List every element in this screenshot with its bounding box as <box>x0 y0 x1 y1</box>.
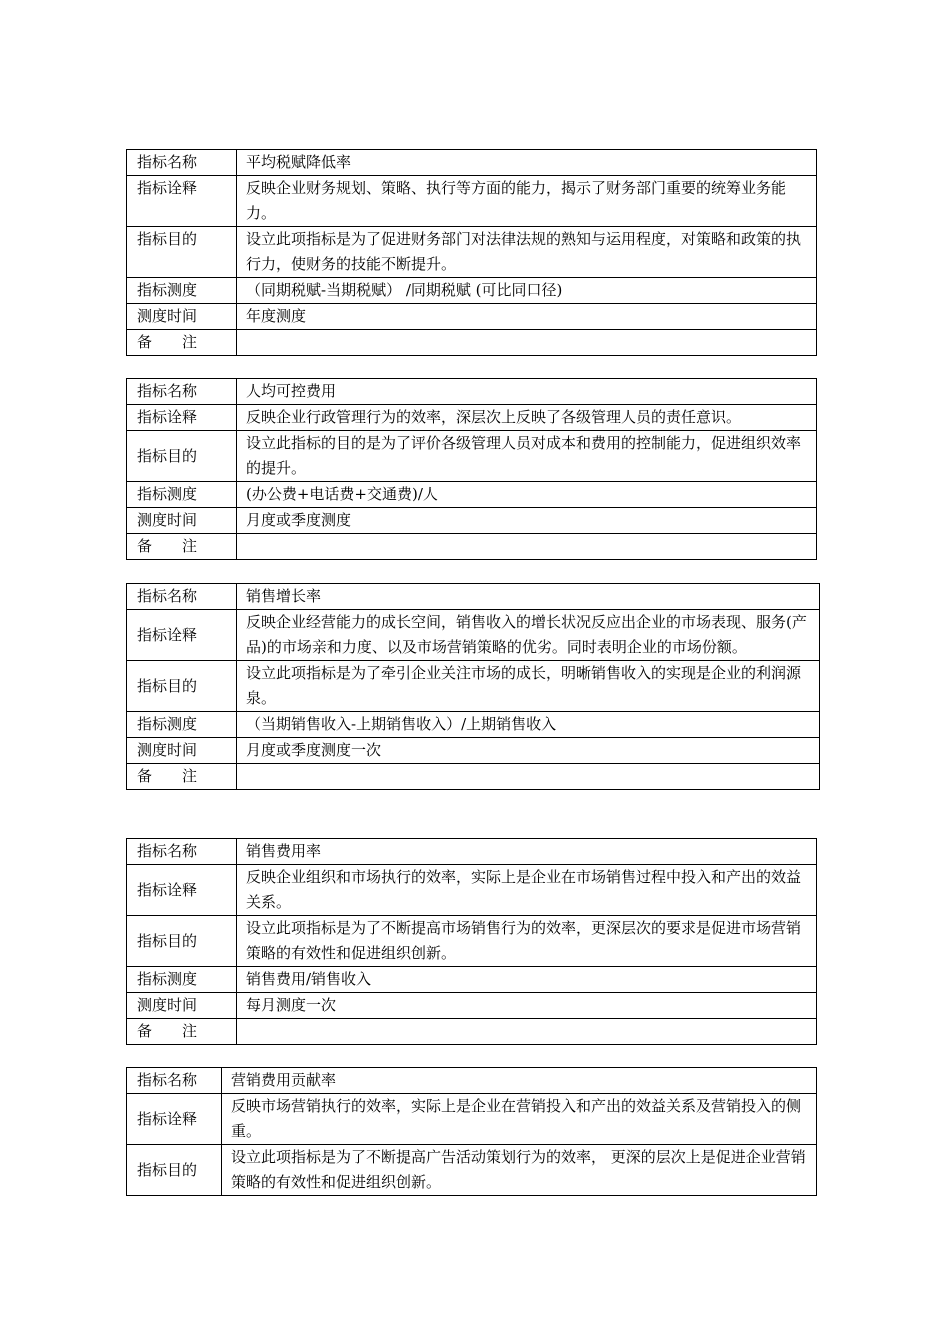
row-value: 设立此项指标是为了不断提高广告活动策划行为的效率， 更深的层次上是促进企业营销策略的有效性和促进组织创新。 <box>222 1145 817 1196</box>
table-row <box>127 431 817 482</box>
row-value: 销售费用/销售收入 <box>237 967 817 993</box>
row-label: 指标诠释 <box>127 865 237 916</box>
table-row <box>127 304 817 330</box>
table-row <box>127 379 817 405</box>
table-row <box>127 839 817 865</box>
row-label: 备 注 <box>127 534 237 560</box>
row-label: 指标名称 <box>127 1068 222 1094</box>
row-value: 反映企业财务规划、策略、执行等方面的能力，揭示了财务部门重要的统筹业务能力。 <box>237 176 817 227</box>
row-label: 指标目的 <box>127 1145 222 1196</box>
table-row <box>127 865 817 916</box>
row-value <box>237 764 820 790</box>
row-value: 年度测度 <box>237 304 817 330</box>
table-row <box>127 916 817 967</box>
row-label: 指标诠释 <box>127 176 237 227</box>
row-value: 营销费用贡献率 <box>222 1068 817 1094</box>
row-value: （当期销售收入-上期销售收入）/上期销售收入 <box>237 712 820 738</box>
table-row <box>127 278 817 304</box>
table-row <box>127 661 820 712</box>
row-value: 反映企业行政管理行为的效率，深层次上反映了各级管理人员的责任意识。 <box>237 405 817 431</box>
table-row <box>127 738 820 764</box>
table-row <box>127 712 820 738</box>
table-row <box>127 150 817 176</box>
row-label: 指标诠释 <box>127 1094 222 1145</box>
row-label: 测度时间 <box>127 508 237 534</box>
row-value: 月度或季度测度 <box>237 508 817 534</box>
row-label: 备 注 <box>127 330 237 356</box>
row-label: 指标目的 <box>127 227 237 278</box>
row-value: (办公费+电话费+交通费)/人 <box>237 482 817 508</box>
row-label: 指标诠释 <box>127 610 237 661</box>
table-row <box>127 1145 817 1196</box>
table-row <box>127 534 817 560</box>
row-value: 设立此项指标是为了牵引企业关注市场的成长，明晰销售收入的实现是企业的利润源泉。 <box>237 661 820 712</box>
kpi-table-1 <box>126 149 817 356</box>
row-label: 指标测度 <box>127 967 237 993</box>
row-label: 测度时间 <box>127 993 237 1019</box>
row-label: 测度时间 <box>127 304 237 330</box>
row-value: 设立此项指标是为了不断提高市场销售行为的效率，更深层次的要求是促进市场营销策略的有效性和促进组织创新。 <box>237 916 817 967</box>
row-label: 测度时间 <box>127 738 237 764</box>
table-row <box>127 482 817 508</box>
kpi-table-4 <box>126 838 817 1045</box>
table-row <box>127 610 820 661</box>
table-row <box>127 764 820 790</box>
row-value: 每月测度一次 <box>237 993 817 1019</box>
row-value <box>237 534 817 560</box>
row-label: 指标目的 <box>127 661 237 712</box>
row-value: （同期税赋-当期税赋） /同期税赋 (可比同口径) <box>237 278 817 304</box>
row-label: 备 注 <box>127 1019 237 1045</box>
row-label: 指标名称 <box>127 379 237 405</box>
row-label: 指标目的 <box>127 916 237 967</box>
row-label: 指标名称 <box>127 150 237 176</box>
row-label: 指标诠释 <box>127 405 237 431</box>
row-value: 销售费用率 <box>237 839 817 865</box>
row-value: 平均税赋降低率 <box>237 150 817 176</box>
row-value: 月度或季度测度一次 <box>237 738 820 764</box>
row-label: 指标目的 <box>127 431 237 482</box>
row-label: 备 注 <box>127 764 237 790</box>
row-value: 反映企业经营能力的成长空间，销售收入的增长状况反应出企业的市场表现、服务(产品)的市场亲和力度、以及市场营销策略的优劣。同时表明企业的市场份额。 <box>237 610 820 661</box>
row-value: 设立此指标的目的是为了评价各级管理人员对成本和费用的控制能力，促进组织效率的提升。 <box>237 431 817 482</box>
row-value: 设立此项指标是为了促进财务部门对法律法规的熟知与运用程度，对策略和政策的执行力，使财务的技能不断提升。 <box>237 227 817 278</box>
kpi-table-5 <box>126 1067 817 1196</box>
table-row <box>127 176 817 227</box>
table-row <box>127 1019 817 1045</box>
kpi-table-2 <box>126 378 817 560</box>
table-row <box>127 584 820 610</box>
table-row <box>127 405 817 431</box>
table-row <box>127 330 817 356</box>
table-row <box>127 993 817 1019</box>
row-label: 指标名称 <box>127 839 237 865</box>
table-row <box>127 508 817 534</box>
kpi-table-3 <box>126 583 820 790</box>
row-value: 反映企业组织和市场执行的效率，实际上是企业在市场销售过程中投入和产出的效益关系。 <box>237 865 817 916</box>
row-value: 反映市场营销执行的效率，实际上是企业在营销投入和产出的效益关系及营销投入的侧重。 <box>222 1094 817 1145</box>
table-row <box>127 227 817 278</box>
row-value <box>237 330 817 356</box>
row-value: 销售增长率 <box>237 584 820 610</box>
table-row <box>127 1068 817 1094</box>
table-row <box>127 1094 817 1145</box>
row-label: 指标测度 <box>127 482 237 508</box>
table-row <box>127 967 817 993</box>
row-value: 人均可控费用 <box>237 379 817 405</box>
row-value <box>237 1019 817 1045</box>
row-label: 指标名称 <box>127 584 237 610</box>
row-label: 指标测度 <box>127 712 237 738</box>
row-label: 指标测度 <box>127 278 237 304</box>
